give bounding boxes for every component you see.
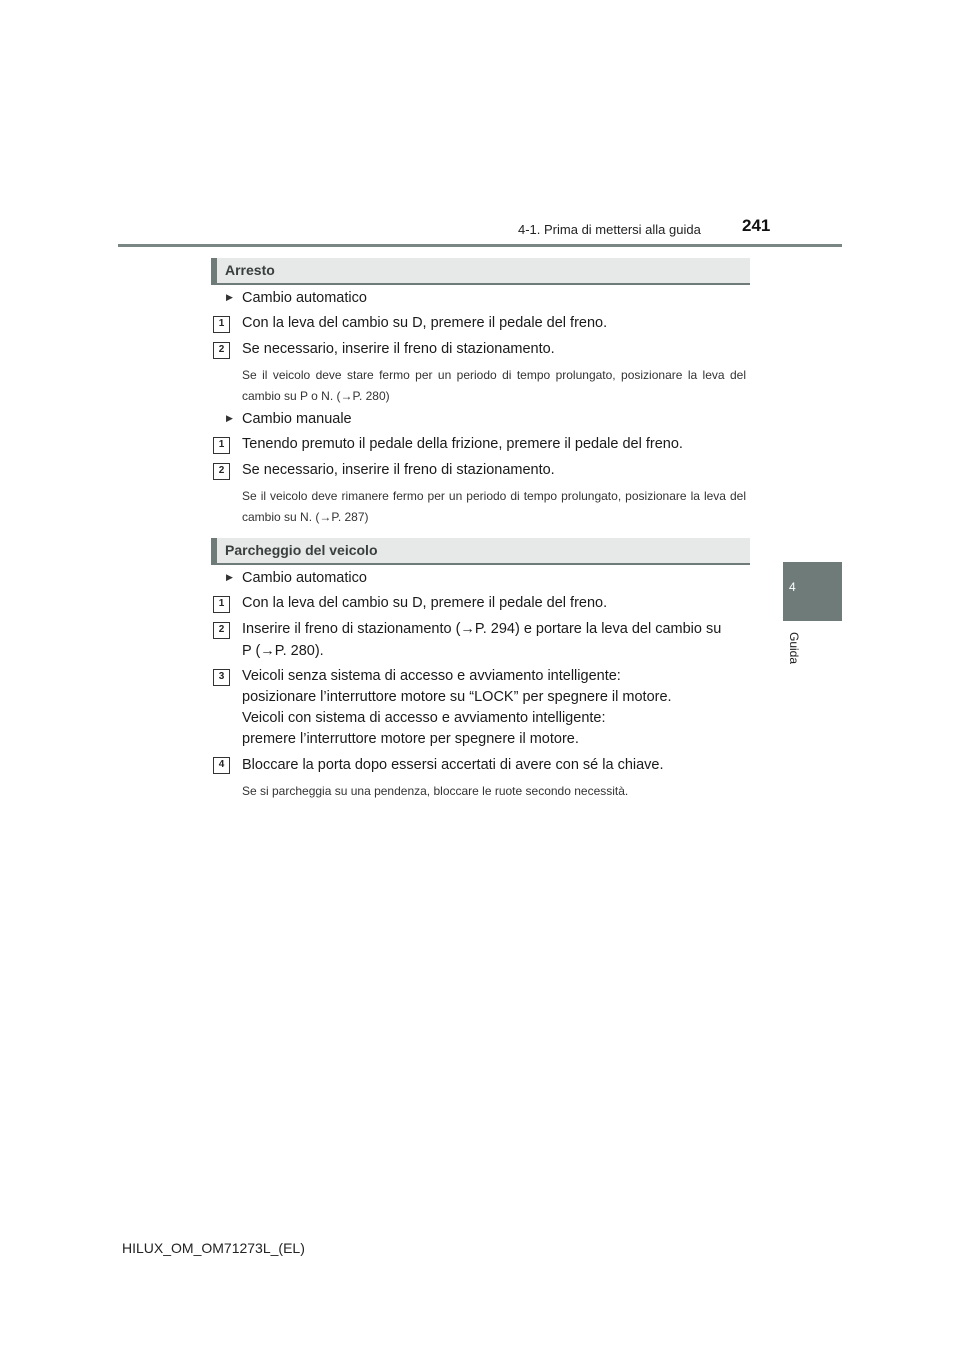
subheading-label: Cambio automatico (242, 290, 367, 306)
subheading-label: Cambio automatico (242, 570, 367, 586)
section-title: Parcheggio del veicolo (225, 542, 378, 558)
triangle-bullet-icon: ▶ (226, 413, 233, 423)
step-number-badge: 2 (213, 463, 230, 480)
page-number: 241 (742, 216, 771, 235)
step-number-badge: 4 (213, 757, 230, 774)
section-title: Arresto (225, 262, 275, 278)
step-text: Con la leva del cambio su D, premere il pedale del freno. (242, 315, 608, 331)
subheading-automatic (226, 570, 367, 586)
note-text: Se il veicolo deve rimanere fermo per un periodo di tempo prolungato, posizionare la leva del cambio su N. (→P. 287) (242, 489, 746, 524)
subheading-automatic (226, 290, 367, 306)
step-number-badge: 3 (213, 669, 230, 686)
step-number-badge: 1 (213, 596, 230, 613)
step-text-continuation: P (→P. 280). (242, 643, 324, 659)
step-text: Se necessario, inserire il freno di stazionamento. (242, 462, 555, 478)
step-number-badge: 2 (213, 342, 230, 359)
step-text-continuation: Veicoli con sistema di accesso e avviamento intelligente: (242, 710, 606, 726)
step-text: Tenendo premuto il pedale della frizione, premere il pedale del freno. (242, 436, 683, 452)
triangle-bullet-icon: ▶ (226, 292, 233, 302)
subheading-manual (226, 411, 352, 427)
chapter-label: Guida (787, 632, 801, 665)
step-number-badge: 1 (213, 316, 230, 333)
note-text: Se si parcheggia su una pendenza, bloccare le ruote secondo necessità. (242, 784, 629, 798)
step-number-badge: 2 (213, 622, 230, 639)
running-header-section: 4-1. Prima di mettersi alla guida (518, 222, 701, 237)
step-number-badge: 1 (213, 437, 230, 454)
document-code: HILUX_OM_OM71273L_(EL) (122, 1240, 305, 1256)
step-text: Inserire il freno di stazionamento (→P. 294) e portare la leva del cambio su (242, 621, 722, 637)
section-heading-parcheggio (211, 538, 750, 563)
note-text: Se il veicolo deve stare fermo per un periodo di tempo prolungato, posizionare la leva del cambio su P o N. (→P. 280) (242, 368, 746, 403)
step-text: Veicoli senza sistema di accesso e avviamento intelligente: (242, 668, 621, 684)
chapter-number: 4 (789, 580, 796, 594)
triangle-bullet-icon: ▶ (226, 572, 233, 582)
step-text: Se necessario, inserire il freno di stazionamento. (242, 341, 555, 357)
step-text-continuation: premere l’interruttore motore per spegnere il motore. (242, 731, 579, 747)
subheading-label: Cambio manuale (242, 411, 352, 427)
step-text: Bloccare la porta dopo essersi accertati di avere con sé la chiave. (242, 757, 664, 773)
header-rule (118, 244, 842, 247)
section-heading-arresto (211, 258, 750, 283)
step-text-continuation: posizionare l’interruttore motore su “LOCK” per spegnere il motore. (242, 689, 672, 705)
step-text: Con la leva del cambio su D, premere il pedale del freno. (242, 595, 608, 611)
